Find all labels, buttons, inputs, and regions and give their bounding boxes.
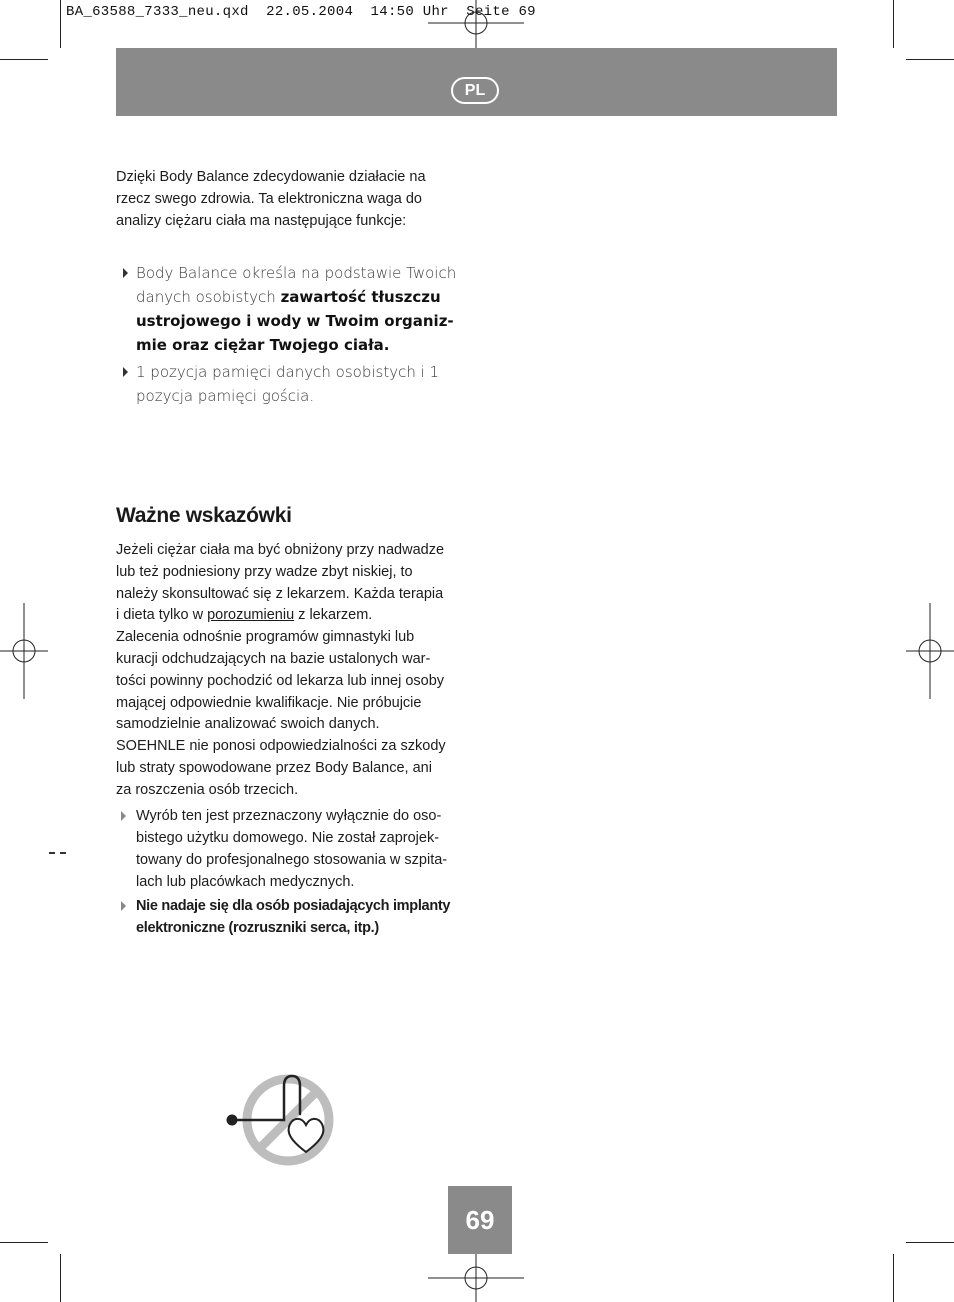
- feature-highlight: zawartość tłuszczu ustrojowego i wody w Twoim organiz-mie oraz ciężar Twojego ciała.: [136, 288, 454, 354]
- underlined-word: porozumieniu: [207, 607, 295, 624]
- registration-mark-right: [906, 603, 954, 699]
- text-line: Wyrób ten jest przeznaczony wyłącznie do oso-: [136, 808, 442, 824]
- intro-paragraph: [116, 167, 476, 232]
- language-badge: PL: [451, 77, 499, 104]
- text-line: elektroniczne (rozruszniki serca, itp.): [136, 920, 379, 936]
- registration-mark-top: [428, 0, 524, 48]
- text-line: Zalecenia odnośnie programów gimnastyki lub: [116, 629, 415, 646]
- no-pacemaker-icon: [220, 1070, 340, 1170]
- crop-mark: [893, 0, 894, 48]
- page-number: 69: [448, 1186, 512, 1254]
- warning-item-home-use: [136, 805, 481, 893]
- text-fragment: z lekarzem.: [294, 607, 373, 624]
- file-slug: BA_63588_7333_neu.qxd 22.05.2004 14:50 Uhr Seite 69: [66, 4, 536, 20]
- crop-mark: [0, 59, 48, 60]
- text-line: SOEHNLE nie ponosi odpowiedzialności za szkody: [116, 738, 446, 755]
- text-line: lub straty spowodowane przez Body Balance, ani: [116, 759, 432, 776]
- text-line: samodzielnie analizować swoich danych.: [116, 716, 380, 733]
- margin-mark: [60, 852, 66, 854]
- text-line: tości powinny pochodzić od lekarza lub innej osoby: [116, 672, 445, 689]
- text-line: za roszczenia osób trzecich.: [116, 781, 299, 798]
- bullet-arrow-icon: [123, 367, 128, 377]
- crop-mark: [906, 1242, 954, 1243]
- crop-mark: [893, 1254, 894, 1302]
- text-line: Nie nadaje się dla osób posiadających implanty: [136, 898, 451, 914]
- text-line: lach lub placówkach medycznych.: [136, 874, 355, 890]
- text-line: towany do profesjonalnego stosowania w szpita-: [136, 852, 448, 868]
- warning-item-pacemaker: [136, 895, 481, 939]
- registration-mark-left: [0, 603, 48, 699]
- intro-line: rzecz swego zdrowia. Ta elektroniczna waga do: [116, 190, 423, 207]
- text-fragment: i dieta tylko w: [116, 607, 208, 624]
- feature-item-body-composition: [136, 261, 481, 357]
- section-paragraph: [116, 540, 486, 802]
- text-line: Jeżeli ciężar ciała ma być obniżony przy nadwadze: [116, 542, 445, 558]
- registration-mark-bottom: [428, 1254, 524, 1302]
- feature-text: Body Balance określa na podstawie Twoich danych osobistych: [136, 264, 457, 306]
- crop-mark: [60, 1254, 61, 1302]
- crop-mark: [0, 1242, 48, 1243]
- text-line: należy skonsultować się z lekarzem. Każda terapia: [116, 585, 444, 602]
- bullet-arrow-icon: [121, 811, 126, 821]
- text-line: kuracji odchudzających na bazie ustalonych war-: [116, 650, 431, 667]
- text-line: lub też podniesiony przy wadze zbyt niskiej, to: [116, 563, 413, 580]
- margin-mark: [49, 852, 55, 854]
- crop-mark: [60, 0, 61, 48]
- text-line: bistego użytku domowego. Nie został zaprojek-: [136, 830, 440, 846]
- bullet-arrow-icon: [121, 901, 126, 911]
- section-title: Ważne wskazówki: [116, 504, 292, 527]
- text-line: [116, 605, 486, 627]
- intro-line: analizy ciężaru ciała ma następujące funkcje:: [116, 212, 407, 229]
- text-line: mającej odpowiednie kwalifikacje. Nie próbujcie: [116, 694, 422, 711]
- intro-line: Dzięki Body Balance zdecydowanie działacie na: [116, 169, 426, 185]
- crop-mark: [906, 59, 954, 60]
- feature-item-memory: 1 pozycja pamięci danych osobistych i 1 pozycja pamięci gościa.: [136, 363, 440, 405]
- bullet-arrow-icon: [123, 268, 128, 278]
